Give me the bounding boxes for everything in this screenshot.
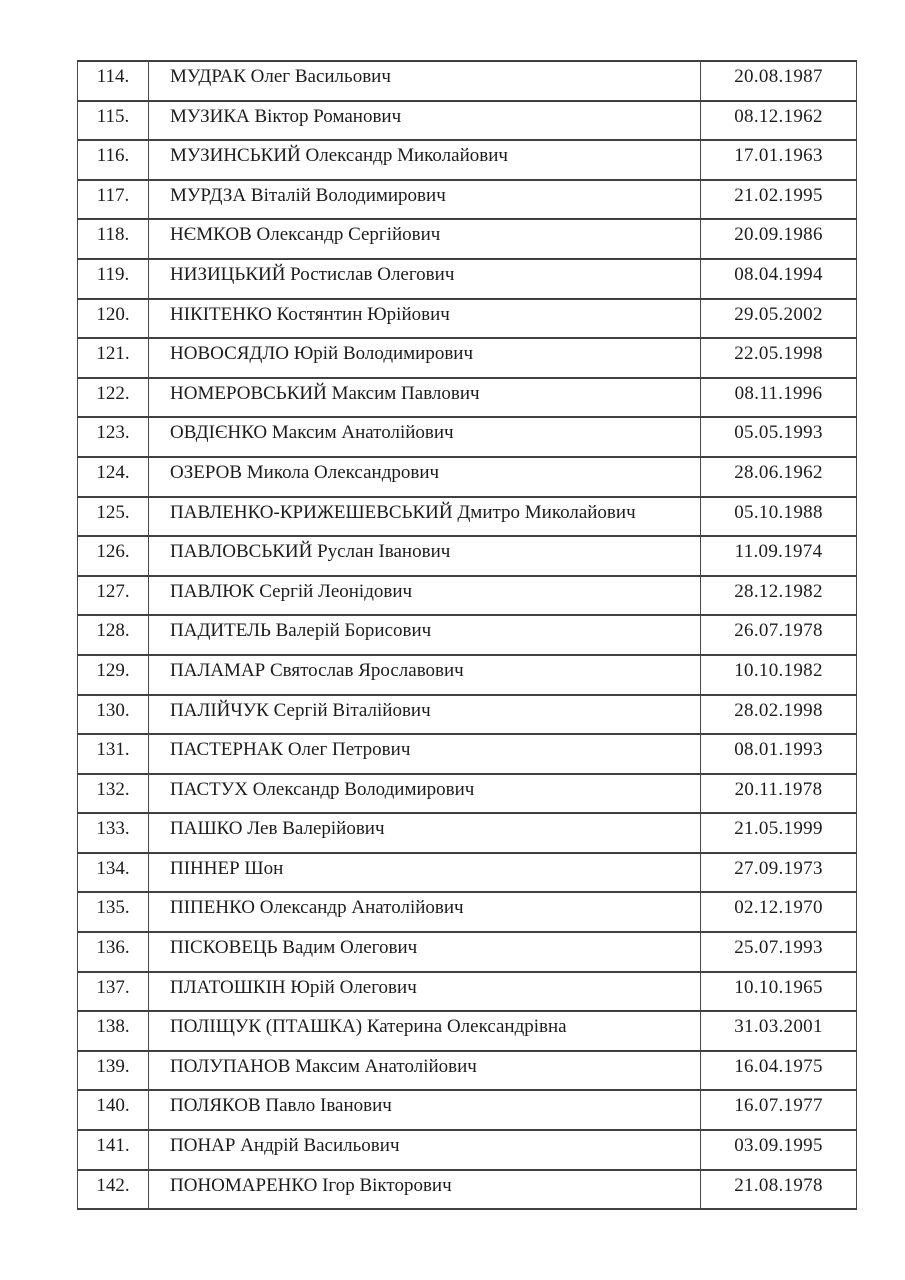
person-name: НОМЕРОВСЬКИЙ Максим Павлович xyxy=(149,378,701,418)
person-birthdate: 21.02.1995 xyxy=(701,180,857,220)
table-row xyxy=(78,1051,857,1091)
table-row xyxy=(78,378,857,418)
persons-table xyxy=(77,60,857,1210)
person-birthdate: 25.07.1993 xyxy=(701,932,857,972)
person-name: ПАВЛЮК Сергій Леонідович xyxy=(149,576,701,616)
person-birthdate: 02.12.1970 xyxy=(701,892,857,932)
table-row xyxy=(78,338,857,378)
row-number: 115. xyxy=(78,101,149,141)
row-number: 131. xyxy=(78,734,149,774)
row-number: 134. xyxy=(78,853,149,893)
table-row xyxy=(78,972,857,1012)
row-number: 142. xyxy=(78,1170,149,1210)
person-birthdate: 17.01.1963 xyxy=(701,140,857,180)
person-name: МУДРАК Олег Васильович xyxy=(149,61,701,101)
row-number: 132. xyxy=(78,774,149,814)
person-name: МУРДЗА Віталій Володимирович xyxy=(149,180,701,220)
row-number: 137. xyxy=(78,972,149,1012)
person-birthdate: 20.08.1987 xyxy=(701,61,857,101)
table-row xyxy=(78,299,857,339)
person-name: ПАДИТЕЛЬ Валерій Борисович xyxy=(149,615,701,655)
person-name: ПАЛАМАР Святослав Ярославович xyxy=(149,655,701,695)
table-row xyxy=(78,932,857,972)
person-birthdate: 10.10.1965 xyxy=(701,972,857,1012)
person-name: МУЗИКА Віктор Романович xyxy=(149,101,701,141)
row-number: 133. xyxy=(78,813,149,853)
table-row xyxy=(78,774,857,814)
row-number: 123. xyxy=(78,417,149,457)
table-row xyxy=(78,219,857,259)
row-number: 129. xyxy=(78,655,149,695)
table-row xyxy=(78,1130,857,1170)
table-row xyxy=(78,417,857,457)
table-row xyxy=(78,140,857,180)
person-name: ПАСТУХ Олександр Володимирович xyxy=(149,774,701,814)
person-name: ОЗЕРОВ Микола Олександрович xyxy=(149,457,701,497)
person-name: ПАСТЕРНАК Олег Петрович xyxy=(149,734,701,774)
person-name: ПІПЕНКО Олександр Анатолійович xyxy=(149,892,701,932)
person-name: ПАВЛОВСЬКИЙ Руслан Іванович xyxy=(149,536,701,576)
person-birthdate: 29.05.2002 xyxy=(701,299,857,339)
person-name: НОВОСЯДЛО Юрій Володимирович xyxy=(149,338,701,378)
table-row xyxy=(78,536,857,576)
table-row xyxy=(78,655,857,695)
table-row xyxy=(78,457,857,497)
person-birthdate: 26.07.1978 xyxy=(701,615,857,655)
table-row xyxy=(78,576,857,616)
row-number: 139. xyxy=(78,1051,149,1091)
table-row xyxy=(78,615,857,655)
row-number: 121. xyxy=(78,338,149,378)
person-birthdate: 21.08.1978 xyxy=(701,1170,857,1210)
person-name: ПОЛІЩУК (ПТАШКА) Катерина Олександрівна xyxy=(149,1011,701,1051)
person-birthdate: 10.10.1982 xyxy=(701,655,857,695)
person-name: НИЗИЦЬКИЙ Ростислав Олегович xyxy=(149,259,701,299)
table-row xyxy=(78,1011,857,1051)
row-number: 119. xyxy=(78,259,149,299)
person-birthdate: 27.09.1973 xyxy=(701,853,857,893)
table-row xyxy=(78,180,857,220)
person-birthdate: 16.07.1977 xyxy=(701,1090,857,1130)
row-number: 138. xyxy=(78,1011,149,1051)
row-number: 117. xyxy=(78,180,149,220)
table-row xyxy=(78,734,857,774)
person-birthdate: 11.09.1974 xyxy=(701,536,857,576)
person-name: ПАВЛЕНКО-КРИЖЕШЕВСЬКИЙ Дмитро Миколайович xyxy=(149,497,701,537)
person-birthdate: 08.04.1994 xyxy=(701,259,857,299)
person-name: ПАЛІЙЧУК Сергій Віталійович xyxy=(149,695,701,735)
row-number: 130. xyxy=(78,695,149,735)
person-birthdate: 16.04.1975 xyxy=(701,1051,857,1091)
table-row xyxy=(78,101,857,141)
row-number: 124. xyxy=(78,457,149,497)
row-number: 141. xyxy=(78,1130,149,1170)
person-name: ПОЛЯКОВ Павло Іванович xyxy=(149,1090,701,1130)
table-row xyxy=(78,853,857,893)
person-birthdate: 31.03.2001 xyxy=(701,1011,857,1051)
person-birthdate: 28.06.1962 xyxy=(701,457,857,497)
table-row xyxy=(78,1090,857,1130)
table-row xyxy=(78,1170,857,1210)
person-name: ПОЛУПАНОВ Максим Анатолійович xyxy=(149,1051,701,1091)
person-birthdate: 08.12.1962 xyxy=(701,101,857,141)
table-row xyxy=(78,497,857,537)
row-number: 128. xyxy=(78,615,149,655)
person-name: НЄМКОВ Олександр Сергійович xyxy=(149,219,701,259)
person-name: ОВДІЄНКО Максим Анатолійович xyxy=(149,417,701,457)
person-birthdate: 28.02.1998 xyxy=(701,695,857,735)
person-name: ПОНАР Андрій Васильович xyxy=(149,1130,701,1170)
person-name: ПОНОМАРЕНКО Ігор Вікторович xyxy=(149,1170,701,1210)
row-number: 116. xyxy=(78,140,149,180)
row-number: 118. xyxy=(78,219,149,259)
person-name: ПЛАТОШКІН Юрій Олегович xyxy=(149,972,701,1012)
person-name: НІКІТЕНКО Костянтин Юрійович xyxy=(149,299,701,339)
table-row xyxy=(78,259,857,299)
row-number: 126. xyxy=(78,536,149,576)
table-row xyxy=(78,813,857,853)
row-number: 127. xyxy=(78,576,149,616)
row-number: 122. xyxy=(78,378,149,418)
person-name: ПІСКОВЕЦЬ Вадим Олегович xyxy=(149,932,701,972)
person-birthdate: 08.01.1993 xyxy=(701,734,857,774)
person-birthdate: 05.05.1993 xyxy=(701,417,857,457)
persons-table-body xyxy=(78,61,857,1209)
table-row xyxy=(78,695,857,735)
person-birthdate: 08.11.1996 xyxy=(701,378,857,418)
person-birthdate: 21.05.1999 xyxy=(701,813,857,853)
row-number: 140. xyxy=(78,1090,149,1130)
person-birthdate: 05.10.1988 xyxy=(701,497,857,537)
person-birthdate: 20.11.1978 xyxy=(701,774,857,814)
row-number: 125. xyxy=(78,497,149,537)
row-number: 135. xyxy=(78,892,149,932)
table-row xyxy=(78,892,857,932)
row-number: 136. xyxy=(78,932,149,972)
person-birthdate: 03.09.1995 xyxy=(701,1130,857,1170)
table-row xyxy=(78,61,857,101)
person-birthdate: 22.05.1998 xyxy=(701,338,857,378)
person-name: ПАШКО Лев Валерійович xyxy=(149,813,701,853)
person-name: ПІННЕР Шон xyxy=(149,853,701,893)
person-birthdate: 28.12.1982 xyxy=(701,576,857,616)
person-name: МУЗИНСЬКИЙ Олександр Миколайович xyxy=(149,140,701,180)
row-number: 120. xyxy=(78,299,149,339)
person-birthdate: 20.09.1986 xyxy=(701,219,857,259)
row-number: 114. xyxy=(78,61,149,101)
